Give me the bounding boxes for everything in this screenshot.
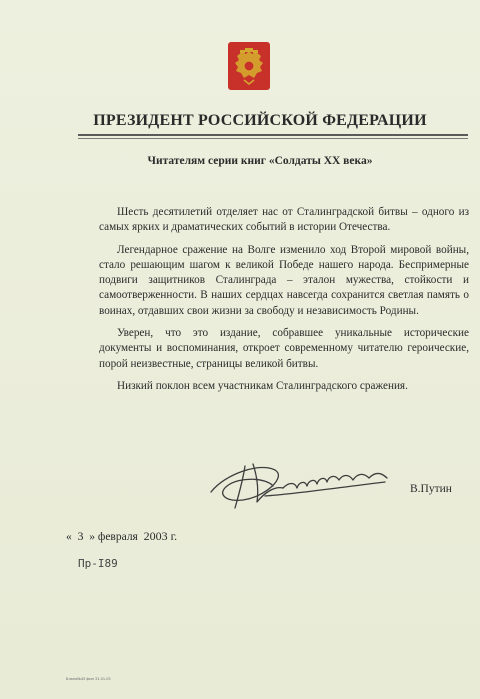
paragraph: Шесть десятилетий отделяет нас от Сталинградской битвы – одного из самых ярких и драматических событий в истории Отечества. bbox=[99, 206, 469, 234]
letterhead-title: ПРЕЗИДЕНТ РОССИЙСКОЙ ФЕДЕРАЦИИ bbox=[93, 112, 427, 129]
paragraph: Легендарное сражение на Волге изменило ход Второй мировой войны, стало решающим шагом к великой Победе нашего народа. Беспримерные подвиги защитников Сталинграда – эталон мужества, стойкости и самоотверженности. В наших сердцах навсегда сохранится светлая память о воинах, отдавших свои жизни за свободу и независимость Родины. bbox=[99, 243, 469, 317]
letter-date bbox=[66, 529, 177, 544]
addressee: Читателям серии книг «Солдаты XX века» bbox=[147, 155, 373, 167]
date-month: февраля bbox=[97, 531, 138, 543]
signature bbox=[205, 452, 400, 514]
letterhead-rule-thin bbox=[78, 138, 468, 139]
coat-of-arms-icon bbox=[228, 42, 270, 90]
paragraph: Низкий поклон всем участникам Сталинградского сражения. bbox=[117, 379, 408, 392]
letterhead-rule bbox=[78, 134, 468, 136]
form-code: Бланк№43 фин 31.01.03 bbox=[66, 677, 111, 681]
date-day: 3 bbox=[77, 529, 84, 543]
date-year: 2003 г. bbox=[143, 529, 178, 543]
signer-name: В.Путин bbox=[410, 483, 452, 495]
paragraph: Уверен, что это издание, собравшее уникальные исторические документы и воспоминания, откроет современному читателю героические, порой неизвестные, страницы великой битвы. bbox=[99, 327, 469, 370]
date-open-quote: « bbox=[66, 531, 72, 543]
document-number: Пр-I89 bbox=[78, 557, 118, 570]
date-close-quote: » bbox=[89, 531, 95, 543]
letter-body bbox=[99, 205, 469, 401]
